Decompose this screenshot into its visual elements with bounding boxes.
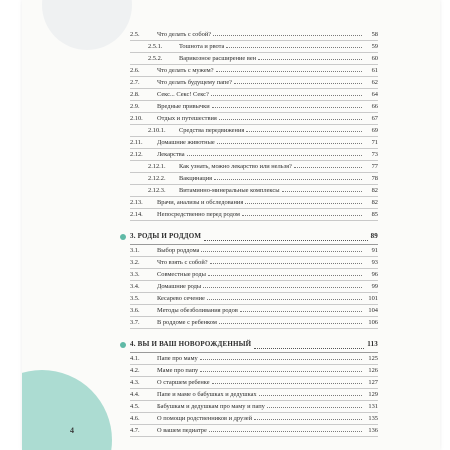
entry-title: О старшем ребенке <box>157 379 210 386</box>
toc-entry[interactable] <box>130 209 378 221</box>
entry-page: 82 <box>371 187 378 194</box>
toc-entry[interactable] <box>130 317 378 329</box>
entry-title: Секс... Секс! Секс? <box>157 91 209 98</box>
entry-page: 59 <box>371 43 378 50</box>
entry-page: 101 <box>368 295 378 302</box>
dot-leader <box>258 53 362 60</box>
entry-number: 2.8. <box>130 91 140 98</box>
toc-entry[interactable] <box>130 401 378 413</box>
entry-title: Маме про папу <box>157 367 199 374</box>
bullet-dot-icon <box>120 342 126 348</box>
dot-leader <box>212 101 362 108</box>
toc-entry[interactable] <box>130 53 378 65</box>
entry-page: 71 <box>371 139 378 146</box>
entry-number: 2.11. <box>130 139 143 146</box>
dot-leader <box>217 137 362 144</box>
entry-number: 2.10. <box>130 115 143 122</box>
bullet-dot-icon <box>120 234 126 240</box>
entry-number: 2.9. <box>130 103 140 110</box>
entry-title: Средства передвижения <box>179 127 245 134</box>
toc-entry[interactable] <box>130 101 378 113</box>
entry-number: 3.7. <box>130 319 140 326</box>
toc-section-3 <box>130 245 378 329</box>
entry-title: Кесарево сечение <box>157 295 205 302</box>
entry-title: Лекарства <box>157 151 185 158</box>
entry-title: Домашние роды <box>157 283 202 290</box>
entry-title: Домашние животные <box>157 139 215 146</box>
dot-leader <box>242 209 362 216</box>
entry-number: 2.10.1. <box>148 127 166 134</box>
entry-number: 3.1. <box>130 247 140 254</box>
toc-entry[interactable] <box>130 293 378 305</box>
entry-number: 2.12. <box>130 151 143 158</box>
dot-leader <box>267 401 362 408</box>
toc-entry[interactable] <box>130 197 378 209</box>
entry-title: Что взять с собой? <box>157 259 208 266</box>
entry-page: 77 <box>371 163 378 170</box>
entry-page: 127 <box>368 379 378 386</box>
chapter-3-heading[interactable] <box>130 229 378 245</box>
entry-title: Вредные привычки <box>157 103 210 110</box>
dot-leader <box>219 317 362 324</box>
entry-page: 125 <box>368 355 378 362</box>
entry-number: 2.5. <box>130 31 140 38</box>
entry-number: 4.1. <box>130 355 140 362</box>
entry-page: 69 <box>371 127 378 134</box>
entry-title: Отдых и путешествия <box>157 115 217 122</box>
entry-title: Варикозное расширение вен <box>179 55 257 62</box>
toc-section-4 <box>130 353 378 437</box>
entry-title: Бабушкам и дедушкам про маму и папу <box>157 403 265 410</box>
entry-title: Папе про маму <box>157 355 198 362</box>
toc-entry[interactable] <box>130 41 378 53</box>
chapter-4-heading[interactable] <box>130 337 378 353</box>
dot-leader <box>212 377 362 384</box>
chapter-title: 4. ВЫ И ВАШ НОВОРОЖДЕННЫЙ <box>130 340 252 348</box>
dot-leader <box>201 245 362 252</box>
entry-page: 67 <box>371 115 378 122</box>
entry-page: 106 <box>368 319 378 326</box>
book-page <box>22 0 440 450</box>
entry-number: 4.3. <box>130 379 140 386</box>
entry-page: 62 <box>371 79 378 86</box>
entry-page: 131 <box>368 403 378 410</box>
entry-page: 96 <box>371 271 378 278</box>
entry-number: 3.4. <box>130 283 140 290</box>
entry-title: Непосредственно перед родом <box>157 211 240 218</box>
toc-entry[interactable] <box>130 365 378 377</box>
decorative-circle-top <box>42 0 132 50</box>
chapter-page: 89 <box>370 232 378 240</box>
toc-entry[interactable] <box>130 257 378 269</box>
dot-leader <box>226 41 362 48</box>
entry-number: 2.7. <box>130 79 140 86</box>
entry-number: 2.6. <box>130 67 140 74</box>
entry-page: 82 <box>371 199 378 206</box>
dot-leader <box>216 65 362 72</box>
entry-title: Совместные роды <box>157 271 206 278</box>
toc-entry[interactable] <box>130 281 378 293</box>
entry-page: 135 <box>368 415 378 422</box>
entry-title: О помощи родственников и друзей <box>157 415 252 422</box>
entry-number: 3.3. <box>130 271 140 278</box>
dot-leader <box>245 197 362 204</box>
page-number: 4 <box>70 426 74 435</box>
toc-entry[interactable] <box>130 353 378 365</box>
dot-leader <box>234 77 362 84</box>
toc-entry[interactable] <box>130 125 378 137</box>
entry-number: 2.13. <box>130 199 143 206</box>
dot-leader <box>282 185 363 192</box>
dot-leader <box>211 89 362 96</box>
dot-leader <box>208 269 362 276</box>
chapter-title: 3. РОДЫ И РОДДОМ <box>130 232 202 240</box>
entry-number: 3.6. <box>130 307 140 314</box>
entry-title: Папе и маме о бабушках и дедушках <box>157 391 257 398</box>
toc-entry[interactable] <box>130 77 378 89</box>
toc-entry[interactable] <box>130 137 378 149</box>
entry-number: 2.12.3. <box>148 187 166 194</box>
toc-entry[interactable] <box>130 269 378 281</box>
entry-title: Витаминно-минеральные комплексы <box>179 187 280 194</box>
entry-page: 60 <box>371 55 378 62</box>
entry-page: 64 <box>371 91 378 98</box>
entry-title: Что делать будущему папе? <box>157 79 233 86</box>
dot-leader <box>254 340 364 349</box>
entry-number: 2.5.1. <box>148 43 163 50</box>
entry-title: Что делать с мужем? <box>157 67 214 74</box>
entry-number: 3.5. <box>130 295 140 302</box>
toc-entry[interactable] <box>130 89 378 101</box>
entry-title: Выбор роддома <box>157 247 200 254</box>
entry-title: Что делать с собой? <box>157 31 212 38</box>
entry-page: 104 <box>368 307 378 314</box>
toc-section-2 <box>130 29 378 221</box>
entry-page: 78 <box>371 175 378 182</box>
entry-number: 4.7. <box>130 427 140 434</box>
dot-leader <box>203 281 362 288</box>
entry-title: Вакцинация <box>179 175 213 182</box>
entry-number: 4.2. <box>130 367 140 374</box>
toc-entry[interactable] <box>130 425 378 437</box>
toc-entry[interactable] <box>130 245 378 257</box>
toc-entry[interactable] <box>130 377 378 389</box>
toc-entry[interactable] <box>130 305 378 317</box>
decorative-circle-bottom <box>22 370 112 450</box>
dot-leader <box>187 149 362 156</box>
toc-entry[interactable] <box>130 173 378 185</box>
entry-number: 2.5.2. <box>148 55 163 62</box>
dot-leader <box>200 353 362 360</box>
entry-page: 91 <box>371 247 378 254</box>
entry-page: 58 <box>371 31 378 38</box>
entry-number: 4.4. <box>130 391 140 398</box>
entry-number: 4.5. <box>130 403 140 410</box>
entry-page: 66 <box>371 103 378 110</box>
dot-leader <box>200 365 362 372</box>
entry-title: Как узнать, можно лекарство или нельзя? <box>179 163 292 170</box>
dot-leader <box>204 232 367 241</box>
entry-number: 3.2. <box>130 259 140 266</box>
dot-leader <box>246 125 362 132</box>
dot-leader <box>210 257 362 264</box>
entry-number: 2.12.1. <box>148 163 166 170</box>
entry-page: 99 <box>371 283 378 290</box>
toc-entry[interactable] <box>130 149 378 161</box>
entry-title: Методы обезболивания родов <box>157 307 238 314</box>
dot-leader <box>294 161 362 168</box>
entry-title: О вашем педиатре <box>157 427 207 434</box>
dot-leader <box>213 29 362 36</box>
dot-leader <box>259 389 362 396</box>
dot-leader <box>254 413 362 420</box>
entry-title: Тошнота и рвота <box>179 43 225 50</box>
table-of-contents <box>130 29 378 437</box>
dot-leader <box>214 173 362 180</box>
entry-title: В роддоме с ребенком <box>157 319 217 326</box>
toc-entry[interactable] <box>130 185 378 197</box>
dot-leader <box>207 293 362 300</box>
dot-leader <box>209 425 362 432</box>
toc-entry[interactable] <box>130 413 378 425</box>
entry-number: 2.14. <box>130 211 143 218</box>
toc-entry[interactable] <box>130 65 378 77</box>
entry-page: 136 <box>368 427 378 434</box>
dot-leader <box>240 305 362 312</box>
entry-page: 85 <box>371 211 378 218</box>
entry-page: 73 <box>371 151 378 158</box>
entry-page: 126 <box>368 367 378 374</box>
entry-page: 93 <box>371 259 378 266</box>
entry-number: 4.6. <box>130 415 140 422</box>
dot-leader <box>219 113 362 120</box>
entry-title: Врачи, анализы и обследования <box>157 199 244 206</box>
toc-entry[interactable] <box>130 389 378 401</box>
entry-page: 129 <box>368 391 378 398</box>
toc-entry[interactable] <box>130 161 378 173</box>
chapter-page: 113 <box>367 340 378 348</box>
entry-page: 61 <box>371 67 378 74</box>
toc-entry[interactable] <box>130 29 378 41</box>
toc-entry[interactable] <box>130 113 378 125</box>
entry-number: 2.12.2. <box>148 175 166 182</box>
